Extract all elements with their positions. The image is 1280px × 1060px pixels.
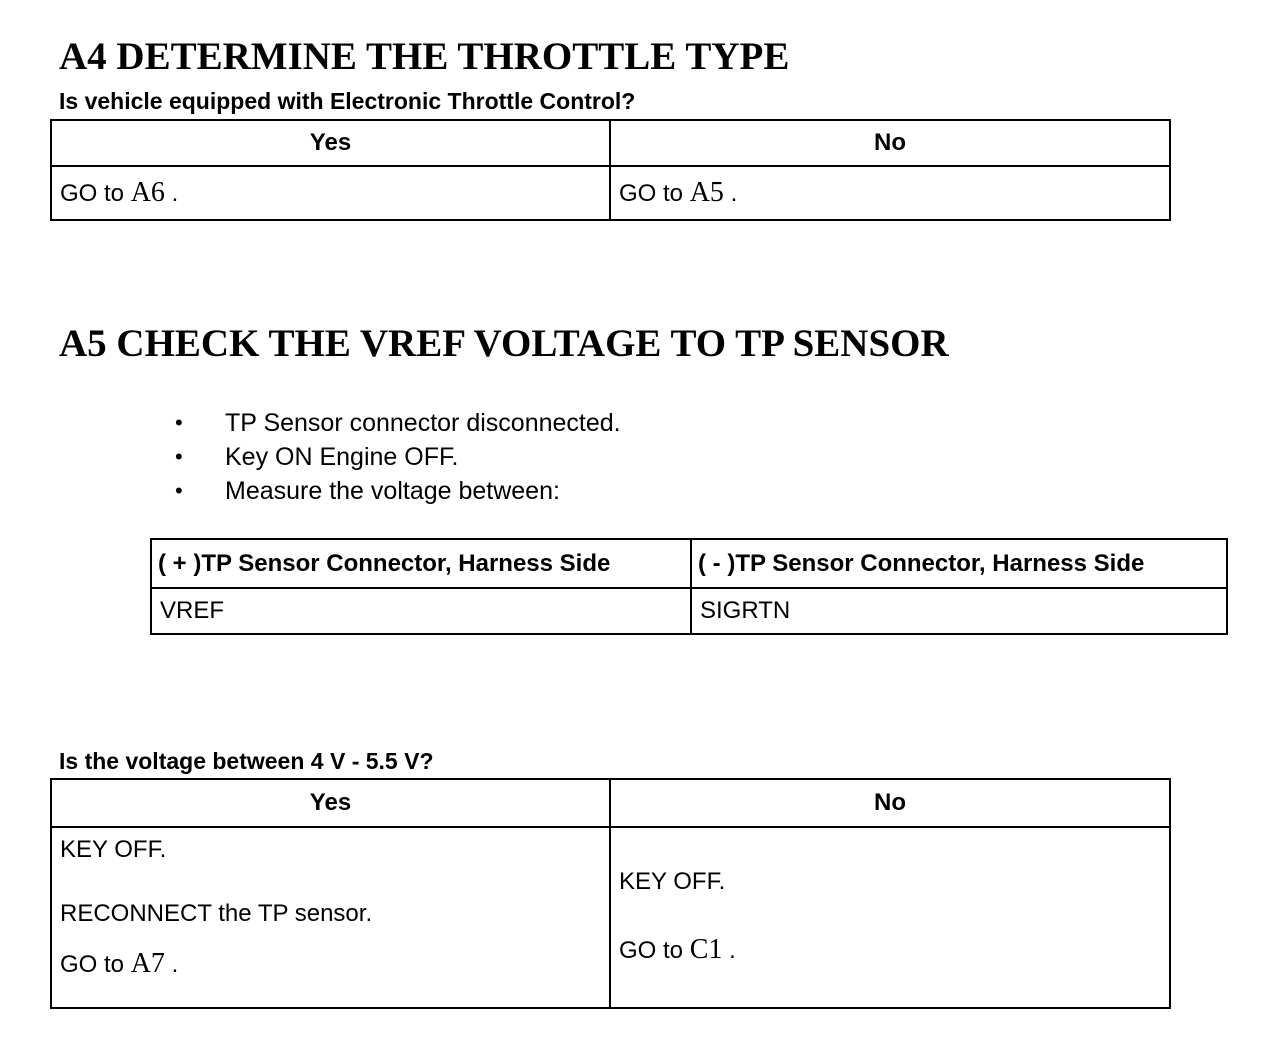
section-a4-heading: A4 DETERMINE THE THROTTLE TYPE <box>59 35 790 78</box>
table-header-row <box>51 779 1170 827</box>
period-text: . <box>729 937 736 964</box>
list-item <box>170 474 621 508</box>
no-column-header: No <box>610 120 1170 166</box>
positive-connector-header: ( + )TP Sensor Connector, Harness Side <box>151 539 691 588</box>
step-text: Measure the voltage between: <box>225 477 560 505</box>
throttle-type-table <box>50 119 1171 221</box>
voltage-question: Is the voltage between 4 V - 5.5 V? <box>59 748 434 774</box>
go-to-text: GO to <box>619 937 684 964</box>
bullet-icon: • <box>175 478 183 503</box>
list-item <box>170 440 621 474</box>
period-text: . <box>171 951 179 978</box>
instruction-line <box>60 948 601 980</box>
section-a4-question: Is vehicle equipped with Electronic Throttle Control? <box>59 88 636 114</box>
negative-pin-cell: SIGRTN <box>691 588 1227 634</box>
instruction-line <box>619 934 1161 966</box>
voltage-measurement-table <box>150 538 1228 635</box>
instruction-line: RECONNECT the TP sensor. <box>60 900 373 927</box>
go-to-text: GO to <box>619 180 684 207</box>
table-header-row <box>51 120 1170 166</box>
section-a5-heading: A5 CHECK THE VREF VOLTAGE TO TP SENSOR <box>59 322 949 365</box>
yes-column-header: Yes <box>51 120 610 166</box>
list-item <box>170 406 621 440</box>
yes-cell <box>51 827 610 1008</box>
positive-pin-cell: VREF <box>151 588 691 634</box>
go-to-text: GO to <box>60 951 125 978</box>
go-to-text: GO to <box>60 180 125 207</box>
bullet-icon: • <box>175 444 183 469</box>
no-column-header: No <box>610 779 1170 827</box>
step-link-c1[interactable]: C1 <box>689 934 723 965</box>
step-link-a5[interactable]: A5 <box>689 177 724 208</box>
step-link-a6[interactable]: A6 <box>130 177 165 208</box>
no-cell <box>610 166 1170 220</box>
bullet-icon: • <box>175 410 183 435</box>
instruction-line: KEY OFF. <box>619 868 726 895</box>
instruction-line: KEY OFF. <box>60 836 167 863</box>
table-row <box>151 588 1227 634</box>
step-text: TP Sensor connector disconnected. <box>225 409 621 437</box>
yes-column-header: Yes <box>51 779 610 827</box>
table-row <box>51 166 1170 220</box>
no-cell <box>610 827 1170 1008</box>
step-link-a7[interactable]: A7 <box>130 948 165 979</box>
voltage-result-table <box>50 778 1171 1009</box>
period-text: . <box>171 180 179 207</box>
table-header-row <box>151 539 1227 588</box>
yes-cell <box>51 166 610 220</box>
step-text: Key ON Engine OFF. <box>225 443 459 471</box>
step-list <box>170 406 621 508</box>
table-row <box>51 827 1170 1008</box>
period-text: . <box>730 180 738 207</box>
negative-connector-header: ( - )TP Sensor Connector, Harness Side <box>691 539 1227 588</box>
